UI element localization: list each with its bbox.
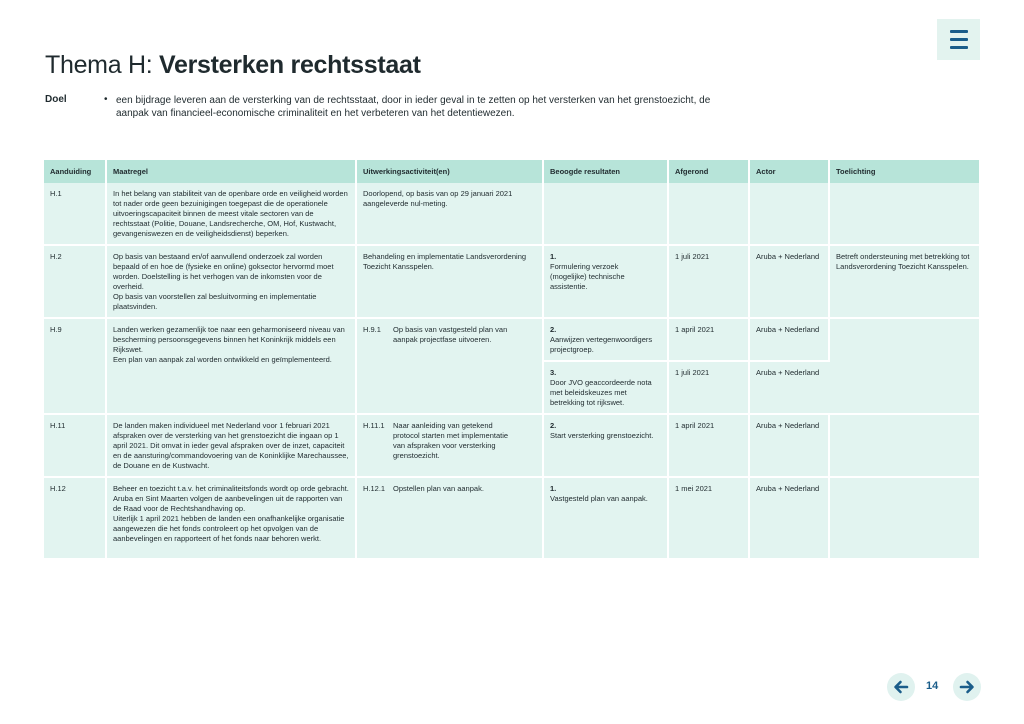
column-header-actor: Actor [749,160,829,183]
cell-maatregel [106,414,356,477]
page-title-prefix: Thema H: [45,51,159,79]
cell-maatregel [106,245,356,318]
maatregel-text: Op basis van bestaand en/of aanvullend onderzoek zal worden bepaald of en hoe de (fysieke en online) goksector hervormd moet worden. Doelstelling is het verhogen van de inkomsten voor de overheid. [113,252,334,291]
cell-actor: Aruba + Nederland [749,245,829,318]
cell-toelichting [829,477,979,559]
table-row [44,477,979,559]
resultaat-number: 2. [550,421,557,430]
column-header-afgerond: Afgerond [668,160,749,183]
cell-afgerond: 1 april 2021 [668,414,749,477]
cell-resultaat [543,361,668,414]
cell-resultaat [543,183,668,245]
cell-resultaat [543,477,668,559]
hamburger-menu-icon [950,30,968,33]
cell-resultaat [543,245,668,318]
cell-maatregel [106,318,356,414]
activiteit-text: Opstellen plan van aanpak. [393,484,484,493]
cell-activiteit [356,183,543,245]
table-row [44,183,979,245]
cell-toelichting [829,183,979,245]
cell-activiteit [356,414,543,477]
page-title [45,50,421,80]
doel-text: een bijdrage leveren aan de versterking van de rechtsstaat, door in ieder geval in te zetten op het versterken van het grenstoezicht, de aanpak van financieel-economische criminaliteit en het verbeteren van het detentiewezen. [116,95,711,119]
column-header-uitwerkingsactiviteit: Uitwerkingsactiviteit(en) [356,160,543,183]
measures-table [44,160,979,560]
page-title-bold: Versterken rechtsstaat [159,51,421,79]
maatregel-text: Op basis van voorstellen zal besluitvorming en implementatie plaatsvinden. [113,292,317,311]
table-header-row [44,160,979,183]
cell-toelichting: Betreft ondersteuning met betrekking tot Landsverordening Toezicht Kansspelen. [829,245,979,318]
resultaat-text: Door JVO geaccordeerde nota met beleidskeuzes met betrekking tot rijkswet. [550,378,652,407]
cell-maatregel [106,183,356,245]
resultaat-text: Vastgesteld plan van aanpak. [550,494,648,503]
maatregel-text: Een plan van aanpak zal worden ontwikkeld en geïmplementeerd. [113,355,332,364]
page-number: 14 [926,680,939,692]
cell-resultaat [543,414,668,477]
cell-afgerond: 1 juli 2021 [668,361,749,414]
activiteit-number: H.12.1 [363,484,386,493]
cell-resultaat [543,318,668,361]
next-page-button[interactable] [953,673,981,701]
cell-aanduiding: H.2 [44,245,106,318]
table-row [44,318,979,361]
maatregel-text: De landen maken individueel met Nederland voor 1 februari 2021 afspraken over de versterking van het grenstoezicht die ingaan op 1 april 2021. Dit omvat in ieder geval afspraken over de inzet, capaciteit en de aansturing/commandovoering van de Koninklijke Marechaussee, de Douane en de Kustwacht. [113,421,349,470]
table-row [44,414,979,477]
table-row [44,245,979,318]
activiteit-text: Doorlopend, op basis van op 29 januari 2021 aangeleverde nul-meting. [363,189,513,208]
activiteit-number: H.11.1 [363,421,385,430]
cell-activiteit [356,318,543,414]
cell-activiteit [356,477,543,559]
resultaat-number: 3. [550,368,557,377]
column-header-maatregel: Maatregel [106,160,356,183]
doel-bullet: • [104,94,108,105]
column-header-aanduiding: Aanduiding [44,160,106,183]
cell-actor [749,183,829,245]
cell-activiteit [356,245,543,318]
arrow-left-icon [892,678,910,696]
maatregel-text: Uiterlijk 1 april 2021 hebben de landen een onafhankelijke organisatie aangewezen die het fonds controleert op het opvolgen van de aanbevelingen en rapporteert of het fonds naar behoren werkt. [113,514,345,543]
menu-button[interactable] [937,19,980,60]
cell-aanduiding: H.12 [44,477,106,559]
cell-actor: Aruba + Nederland [749,361,829,414]
resultaat-number: 2. [550,325,557,334]
cell-afgerond: 1 april 2021 [668,318,749,361]
cell-actor: Aruba + Nederland [749,414,829,477]
cell-toelichting [829,414,979,477]
maatregel-text: Landen werken gezamenlijk toe naar een geharmoniseerd niveau van bescherming persoonsgegevens binnen het Koninkrijk middels een Rijkswet. [113,325,345,354]
cell-afgerond [668,183,749,245]
resultaat-number: 1. [550,252,557,261]
cell-maatregel [106,477,356,559]
cell-afgerond: 1 mei 2021 [668,477,749,559]
doel-label: Doel [45,94,67,105]
activiteit-text: Naar aanleiding van getekend protocol starten met implementatie van afspraken voor versterking grenstoezicht. [393,421,509,460]
resultaat-text: Aanwijzen vertegenwoordigers projectgroep. [550,335,653,354]
column-header-beoogde-resultaten: Beoogde resultaten [543,160,668,183]
resultaat-text: Start versterking grenstoezicht. [550,431,654,440]
cell-aanduiding: H.9 [44,318,106,414]
arrow-right-icon [958,678,976,696]
resultaat-number: 1. [550,484,557,493]
maatregel-text: Beheer en toezicht t.a.v. het criminaliteitsfonds wordt op orde gebracht. Aruba en Sint Maarten volgen de aanbevelingen uit de rapporten van de Raad voor de Rechtshandhaving op. [113,484,349,513]
resultaat-text: Formulering verzoek (mogelijke) technische assistentie. [550,262,625,291]
activiteit-text: Behandeling en implementatie Landsverordening Toezicht Kansspelen. [363,252,527,271]
activiteit-text: Op basis van vastgesteld plan van aanpak projectfase uitvoeren. [393,325,508,344]
maatregel-text: In het belang van stabiliteit van de openbare orde en veiligheid worden tot nader orde geen bezuinigingen toegepast die de operationele uitvoeringscapaciteit binnen de meest vitale sectoren van de rechtsstaat (Politie, Douane, Landsrecherche, OM, Hof, Kustwacht, gevangeniswezen en de veiligheidsdienst) beperken. [113,189,348,238]
previous-page-button[interactable] [887,673,915,701]
column-header-toelichting: Toelichting [829,160,979,183]
cell-aanduiding: H.1 [44,183,106,245]
activiteit-number: H.9.1 [363,325,381,334]
cell-aanduiding: H.11 [44,414,106,477]
cell-actor: Aruba + Nederland [749,477,829,559]
cell-actor: Aruba + Nederland [749,318,829,361]
cell-toelichting [829,318,979,414]
cell-afgerond: 1 juli 2021 [668,245,749,318]
